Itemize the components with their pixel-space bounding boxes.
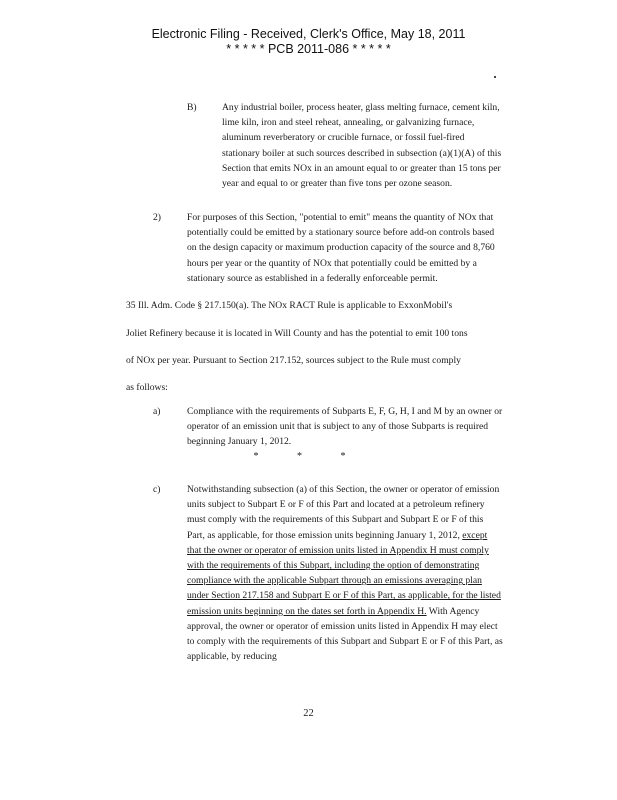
filing-header-line1: Electronic Filing - Received, Clerk's Office, May 18, 2011 [151,27,466,41]
scan-mark [494,76,496,78]
item-b-text: Any industrial boiler, process heater, glass melting furnace, cement kiln, lime kiln, iron and steel reheat, annealing, or galvanizing furnace, aluminum reverberatory or crucible furnace, or fossil fuel-fired stationary boiler at such sources described in subsection (a)(1)(A) of this Section that emits NOx in an amount equal to or greater than 15 tons per year and equal to or greater than five tons per ozone season. [222,102,502,190]
item-c-label: c) [153,484,161,495]
item-c-text [187,482,503,664]
item-a-text: Compliance with the requirements of Subparts E, F, G, H, I and M by an owner or operator of an emission unit that is subject to any of those Subparts is required beginning January 1, 2012. [187,406,503,448]
item-2-label: 2) [153,212,161,223]
omission-stars: * * * [253,451,364,462]
page-number: 22 [303,708,314,719]
item-a-label: a) [153,406,161,417]
body-line-1: 35 Ill. Adm. Code § 217.150(a). The NOx RACT Rule is applicable to ExxonMobil's [126,300,453,311]
item-c-text-amendment: except that the owner or operator of emission units listed in Appendix H must comply with the requirements of this Subpart, including the option of demonstrating compliance with the applicable Subpart through an emissions averaging plan under Section 217.158 and Subpart E or F of this Part, as applicable, for the listed emission units beginning on the dates set forth in Appendix H. [187,529,501,617]
body-line-2: Joliet Refinery because it is located in Will County and has the potential to emit 100 tons [126,328,468,339]
item-2-text: For purposes of this Section, "potential to emit" means the quantity of NOx that potentially could be emitted by a stationary source before add-on controls based on the design capacity or maximum production capacity of the source and 8,760 hours per year or the quantity of NOx that potentially could be emitted by a stationary source as established in a federally enforceable permit. [187,212,495,284]
body-line-3: of NOx per year. Pursuant to Section 217.152, sources subject to the Rule must comply [126,355,461,366]
item-c-text-tail: With Agency approval, the owner or operator of emission units listed in Appendix H may elect to comply with the requirements of this Subpart and Subpart E or F of this Part, as applicable, by reducing [187,605,503,663]
filing-header-line2: * * * * * PCB 2011-086 * * * * * [226,42,391,56]
body-line-4: as follows: [126,382,168,393]
item-c-text-plain: Notwithstanding subsection (a) of this Section, the owner or operator of emission units subject to Subpart E or F of this Part and located at a petroleum refinery must comply with the requirements of this Subpart and Subpart E or F of this Part, as applicable, for those emission units beginning January 1, 2012, [187,484,500,541]
item-b-label: B) [187,102,197,113]
